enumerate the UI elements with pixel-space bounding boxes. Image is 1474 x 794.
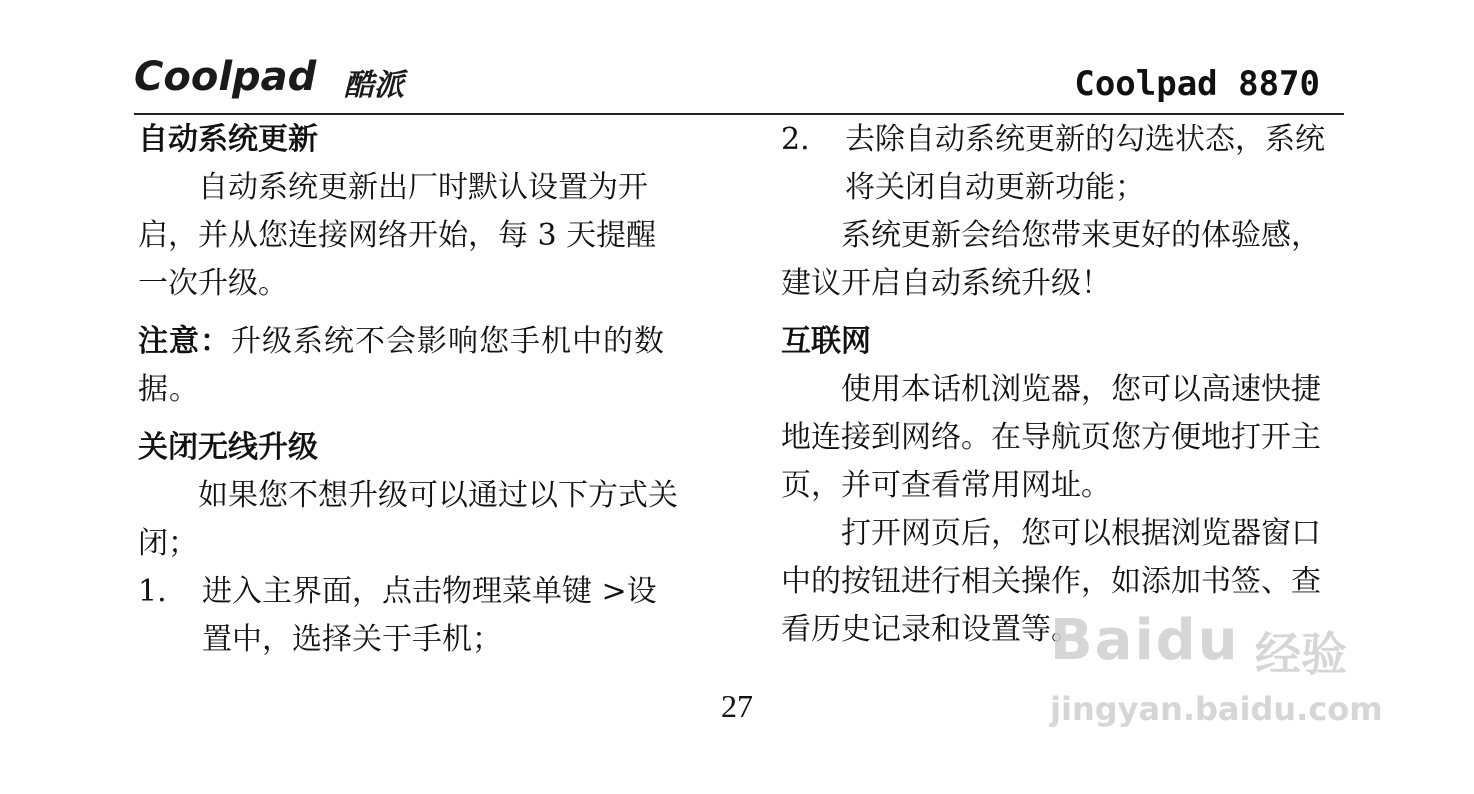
list-number: 1. <box>138 574 167 609</box>
auto-update-heading: 自动系统更新 <box>138 122 318 157</box>
note-paragraph <box>138 318 683 414</box>
list-number: 2. <box>781 122 810 157</box>
coolpad-logo-cn: 酷派 <box>344 68 404 103</box>
list-text: 去除自动系统更新的勾选状态，系统将关闭自动更新功能； <box>845 122 1325 205</box>
coolpad-logo: Coolpad <box>134 54 317 100</box>
list-text: 进入主界面，点击物理菜单键 >设置中，选择关于手机； <box>202 574 657 657</box>
list-item <box>781 116 1326 212</box>
note-text: 升级系统不会影响您手机中的数据。 <box>138 324 665 407</box>
watermark-url: jingyan.baidu.com <box>1050 690 1383 728</box>
auto-update-paragraph: 自动系统更新出厂时默认设置为开启，并从您连接网络开始，每 3 天提醒一次升级。 <box>138 170 657 301</box>
internet-paragraph-1: 使用本话机浏览器，您可以高速快捷地连接到网络。在导航页您方便地打开主页，并可查看常用网址。 <box>781 372 1321 503</box>
header-rule <box>134 113 1344 115</box>
watermark-cn: 经验 <box>1255 627 1347 681</box>
left-column <box>138 116 683 664</box>
close-update-paragraph: 如果您不想升级可以通过以下方式关闭； <box>138 478 678 561</box>
close-update-heading: 关闭无线升级 <box>138 430 318 465</box>
internet-paragraph-2: 打开网页后，您可以根据浏览器窗口中的按钮进行相关操作，如添加书签、查看历史记录和设置等。 <box>781 516 1321 647</box>
model-name: Coolpad 8870 <box>1074 64 1320 104</box>
baidu-watermark <box>1040 598 1390 738</box>
watermark-logo: Baidu <box>1050 608 1240 673</box>
note-label: 注意： <box>138 324 231 359</box>
page-header <box>134 52 1344 114</box>
right-column <box>781 116 1326 654</box>
page-number: 27 <box>721 688 753 724</box>
update-experience-paragraph: 系统更新会给您带来更好的体验感，建议开启自动系统升级！ <box>781 218 1321 301</box>
internet-heading: 互联网 <box>781 324 871 359</box>
list-item <box>138 568 683 664</box>
